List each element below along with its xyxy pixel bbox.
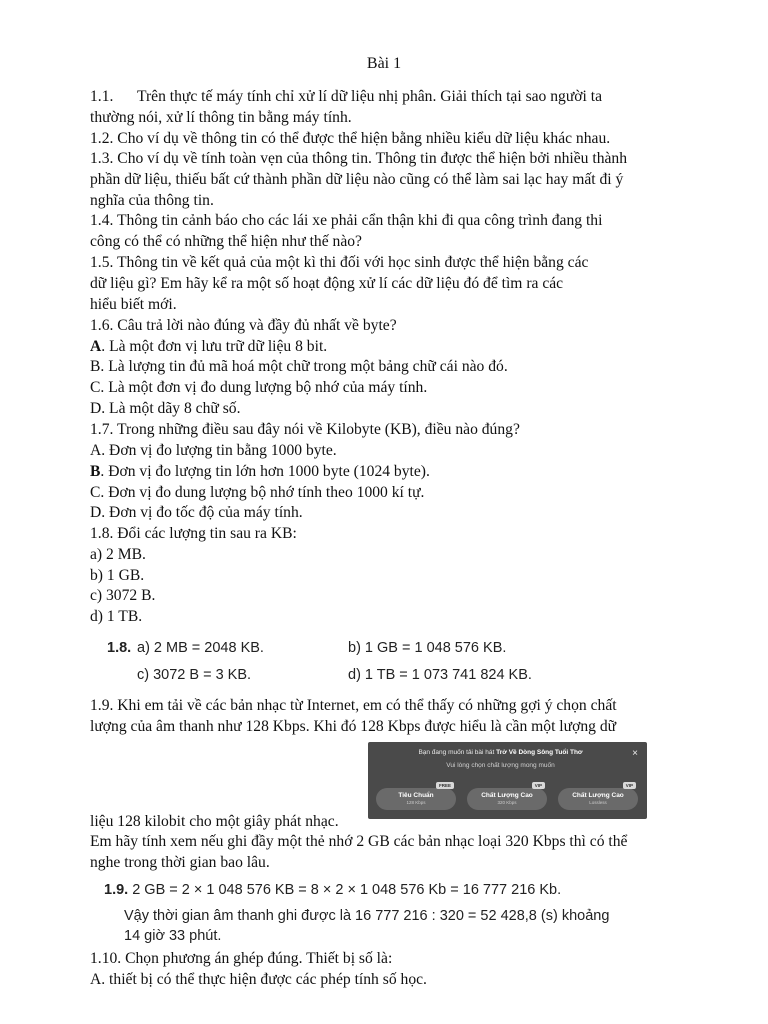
line-text: 1.10. Chọn phương án ghép đúng. Thiết bị số là: — [90, 950, 393, 967]
answer-1-8-tag: 1.8. — [107, 640, 132, 656]
vip-badge: VIP — [623, 782, 636, 789]
line-text: 1.9. Khi em tải về các bản nhạc từ Internet, em có thể thấy có những gợi ý chọn chất — [90, 697, 617, 714]
text-line — [90, 524, 297, 544]
quality-option-standard[interactable]: FREE Tiêu Chuẩn 128 Kbps — [376, 788, 456, 810]
line-text: Trên thực tế máy tính chỉ xử lí dữ liệu nhị phân. Giải thích tại sao người ta — [137, 88, 603, 105]
text-line — [90, 462, 430, 482]
text-line — [90, 586, 155, 606]
line-text: liệu 128 kilobit cho một giây phát nhạc. — [90, 813, 339, 830]
text-line — [90, 441, 337, 461]
answer-1-9-line1: 1.9. 2 GB = 2 × 1 048 576 KB = 8 × 2 × 1 048 576 Kb = 16 777 216 Kb. — [104, 882, 562, 898]
text-line — [90, 566, 144, 586]
text-line — [90, 483, 424, 503]
text-line — [90, 970, 427, 990]
correct-option-letter: A — [90, 338, 102, 355]
line-text: C. Là một đơn vị đo dung lượng bộ nhớ của máy tính. — [90, 379, 428, 396]
text-line — [90, 337, 327, 357]
answer-1-8-b: b) 1 GB = 1 048 576 KB. — [348, 640, 507, 656]
text-line — [90, 170, 623, 190]
text-line — [90, 378, 427, 398]
line-text: B. Là lượng tin đủ mã hoá một chữ trong một bảng chữ cái nào đó. — [90, 358, 508, 375]
line-text: 1.2. Cho ví dụ về thông tin có thể được thể hiện bằng nhiều kiểu dữ liệu khác nhau. — [90, 130, 611, 147]
line-text: 1.5. Thông tin về kết quả của một kì thi đối với học sinh được thể hiện bằng các — [90, 254, 589, 271]
line-text: a) 2 MB. — [90, 546, 146, 563]
music-quality-dialog — [368, 742, 647, 819]
vip-badge: VIP — [532, 782, 545, 789]
line-text: b) 1 GB. — [90, 567, 145, 584]
text-line — [90, 717, 616, 737]
quality-option-lossless[interactable]: VIP Chất Lượng Cao Lossless — [558, 788, 638, 810]
answer-1-8-d: d) 1 TB = 1 073 741 824 KB. — [348, 667, 532, 683]
text-line — [90, 149, 627, 169]
free-badge: FREE — [436, 782, 454, 789]
answer-1-9-line2: Vậy thời gian âm thanh ghi được là 16 777 216 : 320 = 52 428,8 (s) khoảng — [124, 908, 610, 924]
text-line — [90, 853, 270, 873]
line-text: 1.7. Trong những điều sau đây nói về Kilobyte (KB), điều nào đúng? — [90, 421, 520, 438]
correct-option-letter: B — [90, 463, 101, 480]
dialog-title: Bạn đang muốn tải bài hát Trở Về Dòng Sông Tuổi Thơ — [418, 749, 583, 756]
line-text: phần dữ liệu, thiếu bất cứ thành phần dữ liệu nào cũng có thể làm sai lạc hay mất đi ý — [90, 171, 624, 188]
line-text: lượng của âm thanh như 128 Kbps. Khi đó 128 Kbps được hiểu là cần một lượng dữ — [90, 718, 617, 735]
text-line — [90, 357, 508, 377]
line-text: công có thể có những thể hiện như thế nào? — [90, 233, 362, 250]
dialog-subtitle: Vui lòng chọn chất lượng mong muốn — [446, 762, 555, 769]
text-line — [90, 832, 627, 852]
text-line — [90, 129, 610, 149]
line-text: 1.3. Cho ví dụ về tính toàn vẹn của thông tin. Thông tin được thể hiện bởi nhiều thành — [90, 150, 628, 167]
line-text: c) 3072 B. — [90, 587, 156, 604]
line-text: 1.6. Câu trả lời nào đúng và đầy đủ nhất về byte? — [90, 317, 397, 334]
text-line — [90, 420, 520, 440]
quality-option-high[interactable]: VIP Chất Lượng Cao 320 Kbps — [467, 788, 547, 810]
text-line — [90, 108, 352, 128]
text-line — [90, 545, 146, 565]
answer-1-8-a: a) 2 MB = 2048 KB. — [137, 640, 264, 656]
line-text: C. Đơn vị đo dung lượng bộ nhớ tính theo 1000 kí tự. — [90, 484, 425, 501]
line-text: 1.4. Thông tin cảnh báo cho các lái xe phải cẩn thận khi đi qua công trình đang thi — [90, 212, 603, 229]
text-line — [90, 949, 392, 969]
line-text: Em hãy tính xem nếu ghi đầy một thẻ nhớ 2 GB các bản nhạc loại 320 Kbps thì có thể — [90, 833, 628, 850]
page-title: Bài 1 — [366, 55, 402, 72]
line-text: thường nói, xử lí thông tin bằng máy tính. — [90, 109, 352, 126]
text-line — [90, 253, 588, 273]
text-line — [90, 696, 617, 716]
line-text: nghĩa của thông tin. — [90, 192, 214, 209]
answer-1-9-line3: 14 giờ 33 phút. — [124, 928, 222, 944]
line-text: D. Là một dãy 8 chữ số. — [90, 400, 241, 417]
text-line — [90, 232, 362, 252]
line-text: nghe trong thời gian bao lâu. — [90, 854, 270, 871]
line-text: A. Đơn vị đo lượng tin bằng 1000 byte. — [90, 442, 337, 459]
line-text: . Là một đơn vị lưu trữ dữ liệu 8 bit. — [101, 338, 328, 355]
line-text: 1.8. Đổi các lượng tin sau ra KB: — [90, 525, 297, 542]
text-line — [90, 211, 602, 231]
line-text: dữ liệu gì? Em hãy kể ra một số hoạt động xử lí các dữ liệu đó để tìm ra các — [90, 275, 564, 292]
text-line — [90, 503, 303, 523]
answer-1-8-c: c) 3072 B = 3 KB. — [137, 667, 252, 683]
text-line — [90, 812, 339, 832]
text-line — [90, 87, 602, 107]
line-text: . Đơn vị đo lượng tin lớn hơn 1000 byte (1024 byte). — [100, 463, 430, 480]
line-text: D. Đơn vị đo tốc độ của máy tính. — [90, 504, 303, 521]
text-line — [90, 191, 214, 211]
question-number: 1.1. — [90, 88, 114, 105]
text-line — [90, 295, 177, 315]
line-text: hiểu biết mới. — [90, 296, 177, 313]
text-line — [90, 607, 142, 627]
line-text: A. thiết bị có thể thực hiện được các phép tính số học. — [90, 971, 427, 988]
text-line — [90, 399, 241, 419]
text-line — [90, 316, 397, 336]
text-line — [90, 274, 563, 294]
close-icon[interactable]: × — [632, 748, 638, 759]
line-text: d) 1 TB. — [90, 608, 143, 625]
